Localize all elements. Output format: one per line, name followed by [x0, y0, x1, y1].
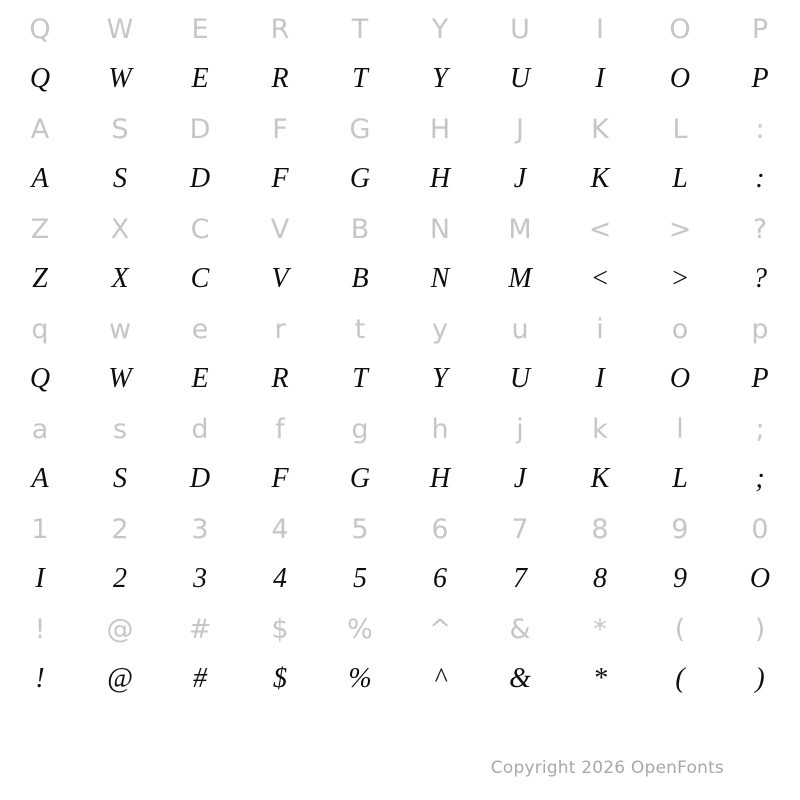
glyph-cell: q: [31, 313, 49, 345]
glyph-cell: <: [588, 213, 612, 245]
glyph-cell: D: [189, 463, 211, 494]
glyph-cell: P: [751, 363, 769, 394]
glyph-cell: X: [111, 263, 129, 294]
glyph-cell: Y: [432, 63, 448, 94]
glyph-cell: W: [108, 63, 132, 94]
glyph-cell: P: [751, 63, 769, 94]
glyph-cell: #: [188, 613, 212, 645]
glyph-cell: T: [352, 63, 368, 94]
glyph-cell: Q: [29, 63, 51, 94]
glyph-cell: k: [592, 413, 608, 445]
glyph-cell: &: [509, 613, 531, 645]
glyph-cell: A: [31, 463, 49, 494]
glyph-cell: Z: [30, 213, 50, 245]
glyph-cell: V: [270, 213, 290, 245]
glyph-cell: 6: [431, 513, 449, 545]
glyph-cell: G: [349, 113, 371, 145]
glyph-cell: 9: [671, 513, 689, 545]
glyph-cell: $: [271, 613, 289, 645]
glyph-cell: O: [749, 563, 771, 594]
glyph-cell: J: [513, 463, 527, 494]
glyph-cell: B: [350, 213, 370, 245]
glyph-row: [0, 504, 800, 554]
glyph-cell: ): [754, 613, 766, 645]
glyph-cell: G: [349, 163, 371, 194]
glyph-row: [0, 604, 800, 654]
glyph-row: [0, 554, 800, 604]
glyph-cell: K: [591, 113, 609, 145]
glyph-cell: p: [751, 313, 769, 345]
copyright-notice: Copyright 2026 OpenFonts: [490, 758, 724, 778]
glyph-cell: Y: [432, 363, 448, 394]
glyph-cell: N: [430, 263, 450, 294]
glyph-cell: I: [595, 63, 605, 94]
glyph-cell: <: [590, 263, 610, 294]
glyph-cell: Y: [431, 13, 449, 45]
glyph-cell: C: [190, 263, 210, 294]
glyph-row: [0, 354, 800, 404]
glyph-cell: O: [669, 13, 691, 45]
glyph-row: [0, 254, 800, 304]
glyph-cell: ^: [434, 663, 446, 694]
glyph-cell: *: [593, 613, 607, 645]
glyph-cell: Q: [29, 13, 51, 45]
glyph-cell: i: [596, 313, 604, 345]
glyph-cell: 0: [751, 513, 769, 545]
glyph-cell: ;: [755, 463, 765, 494]
glyph-cell: 4: [273, 563, 287, 594]
glyph-cell: #: [193, 663, 207, 694]
glyph-cell: T: [352, 363, 368, 394]
glyph-cell: U: [510, 13, 530, 45]
glyph-cell: U: [509, 363, 531, 394]
glyph-cell: 8: [591, 513, 609, 545]
glyph-cell: I: [595, 363, 605, 394]
glyph-cell: F: [272, 113, 288, 145]
glyph-cell: E: [191, 13, 209, 45]
glyph-cell: g: [351, 413, 369, 445]
glyph-cell: L: [672, 163, 688, 194]
glyph-cell: A: [31, 163, 49, 194]
glyph-cell: B: [351, 263, 369, 294]
glyph-cell: !: [34, 613, 46, 645]
glyph-cell: K: [590, 163, 610, 194]
glyph-cell: Q: [29, 363, 51, 394]
glyph-cell: 5: [353, 563, 367, 594]
glyph-cell: e: [191, 313, 209, 345]
glyph-cell: (: [674, 613, 686, 645]
glyph-cell: 7: [513, 563, 527, 594]
glyph-cell: H: [429, 463, 451, 494]
glyph-cell: A: [30, 113, 50, 145]
glyph-cell: S: [111, 113, 129, 145]
glyph-cell: J: [513, 163, 527, 194]
glyph-cell: w: [108, 313, 132, 345]
glyph-cell: S: [113, 463, 127, 494]
glyph-cell: E: [191, 363, 209, 394]
glyph-cell: D: [189, 113, 211, 145]
glyph-cell: L: [672, 113, 688, 145]
glyph-row: [0, 154, 800, 204]
glyph-cell: I: [596, 13, 604, 45]
glyph-cell: >: [668, 213, 692, 245]
glyph-cell: 7: [511, 513, 529, 545]
glyph-cell: H: [429, 113, 451, 145]
glyph-row: [0, 54, 800, 104]
glyph-cell: L: [672, 463, 688, 494]
glyph-cell: R: [270, 13, 290, 45]
glyph-row: [0, 104, 800, 154]
glyph-cell: R: [271, 363, 289, 394]
glyph-cell: W: [106, 13, 134, 45]
glyph-cell: S: [113, 163, 127, 194]
glyph-cell: U: [509, 63, 531, 94]
glyph-cell: y: [432, 313, 448, 345]
glyph-cell: T: [351, 13, 369, 45]
glyph-cell: 2: [111, 513, 129, 545]
glyph-cell: $: [273, 663, 287, 694]
glyph-cell: ): [755, 663, 765, 694]
glyph-cell: F: [271, 463, 289, 494]
glyph-cell: R: [271, 63, 289, 94]
glyph-cell: h: [431, 413, 449, 445]
glyph-cell: O: [669, 363, 691, 394]
glyph-cell: Z: [32, 263, 48, 294]
glyph-cell: 1: [31, 513, 49, 545]
glyph-cell: u: [511, 313, 529, 345]
glyph-cell: M: [508, 213, 532, 245]
glyph-cell: ?: [753, 263, 767, 294]
glyph-row: [0, 654, 800, 704]
glyph-cell: ^: [428, 613, 452, 645]
glyph-row: [0, 204, 800, 254]
glyph-row: [0, 304, 800, 354]
glyph-cell: O: [669, 63, 691, 94]
glyph-row: [0, 454, 800, 504]
glyph-cell: @: [106, 613, 134, 645]
glyph-cell: f: [275, 413, 285, 445]
glyph-cell: P: [751, 13, 769, 45]
glyph-cell: 6: [433, 563, 447, 594]
glyph-cell: :: [755, 113, 765, 145]
glyph-cell: 3: [191, 513, 209, 545]
glyph-cell: ?: [752, 213, 768, 245]
glyph-cell: J: [516, 113, 524, 145]
glyph-cell: @: [107, 663, 133, 694]
glyph-cell: !: [35, 663, 45, 694]
glyph-cell: l: [676, 413, 684, 445]
glyph-cell: (: [675, 663, 685, 694]
glyph-cell: a: [31, 413, 49, 445]
glyph-cell: s: [112, 413, 128, 445]
glyph-cell: W: [108, 363, 132, 394]
glyph-cell: X: [110, 213, 130, 245]
glyph-cell: G: [349, 463, 371, 494]
glyph-cell: M: [508, 263, 532, 294]
glyph-cell: 4: [271, 513, 289, 545]
glyph-cell: V: [271, 263, 289, 294]
glyph-cell: 5: [351, 513, 369, 545]
glyph-cell: N: [429, 213, 451, 245]
glyph-cell: K: [590, 463, 610, 494]
glyph-cell: %: [348, 663, 372, 694]
glyph-cell: H: [429, 163, 451, 194]
glyph-cell: %: [347, 613, 373, 645]
glyph-cell: d: [191, 413, 209, 445]
glyph-cell: :: [755, 163, 765, 194]
glyph-cell: &: [509, 663, 531, 694]
glyph-cell: *: [593, 663, 607, 694]
glyph-cell: 3: [193, 563, 207, 594]
glyph-cell: 9: [673, 563, 687, 594]
glyph-cell: t: [354, 313, 366, 345]
glyph-cell: F: [271, 163, 289, 194]
glyph-cell: 8: [593, 563, 607, 594]
glyph-cell: j: [516, 413, 524, 445]
glyph-cell: E: [191, 63, 209, 94]
glyph-row: [0, 4, 800, 54]
glyph-cell: o: [671, 313, 689, 345]
glyph-cell: ;: [755, 413, 765, 445]
glyph-cell: I: [35, 563, 45, 594]
glyph-cell: D: [189, 163, 211, 194]
glyph-cell: r: [274, 313, 286, 345]
glyph-cell: 2: [113, 563, 127, 594]
glyph-cell: >: [670, 263, 690, 294]
glyph-row: [0, 404, 800, 454]
glyph-cell: C: [190, 213, 210, 245]
